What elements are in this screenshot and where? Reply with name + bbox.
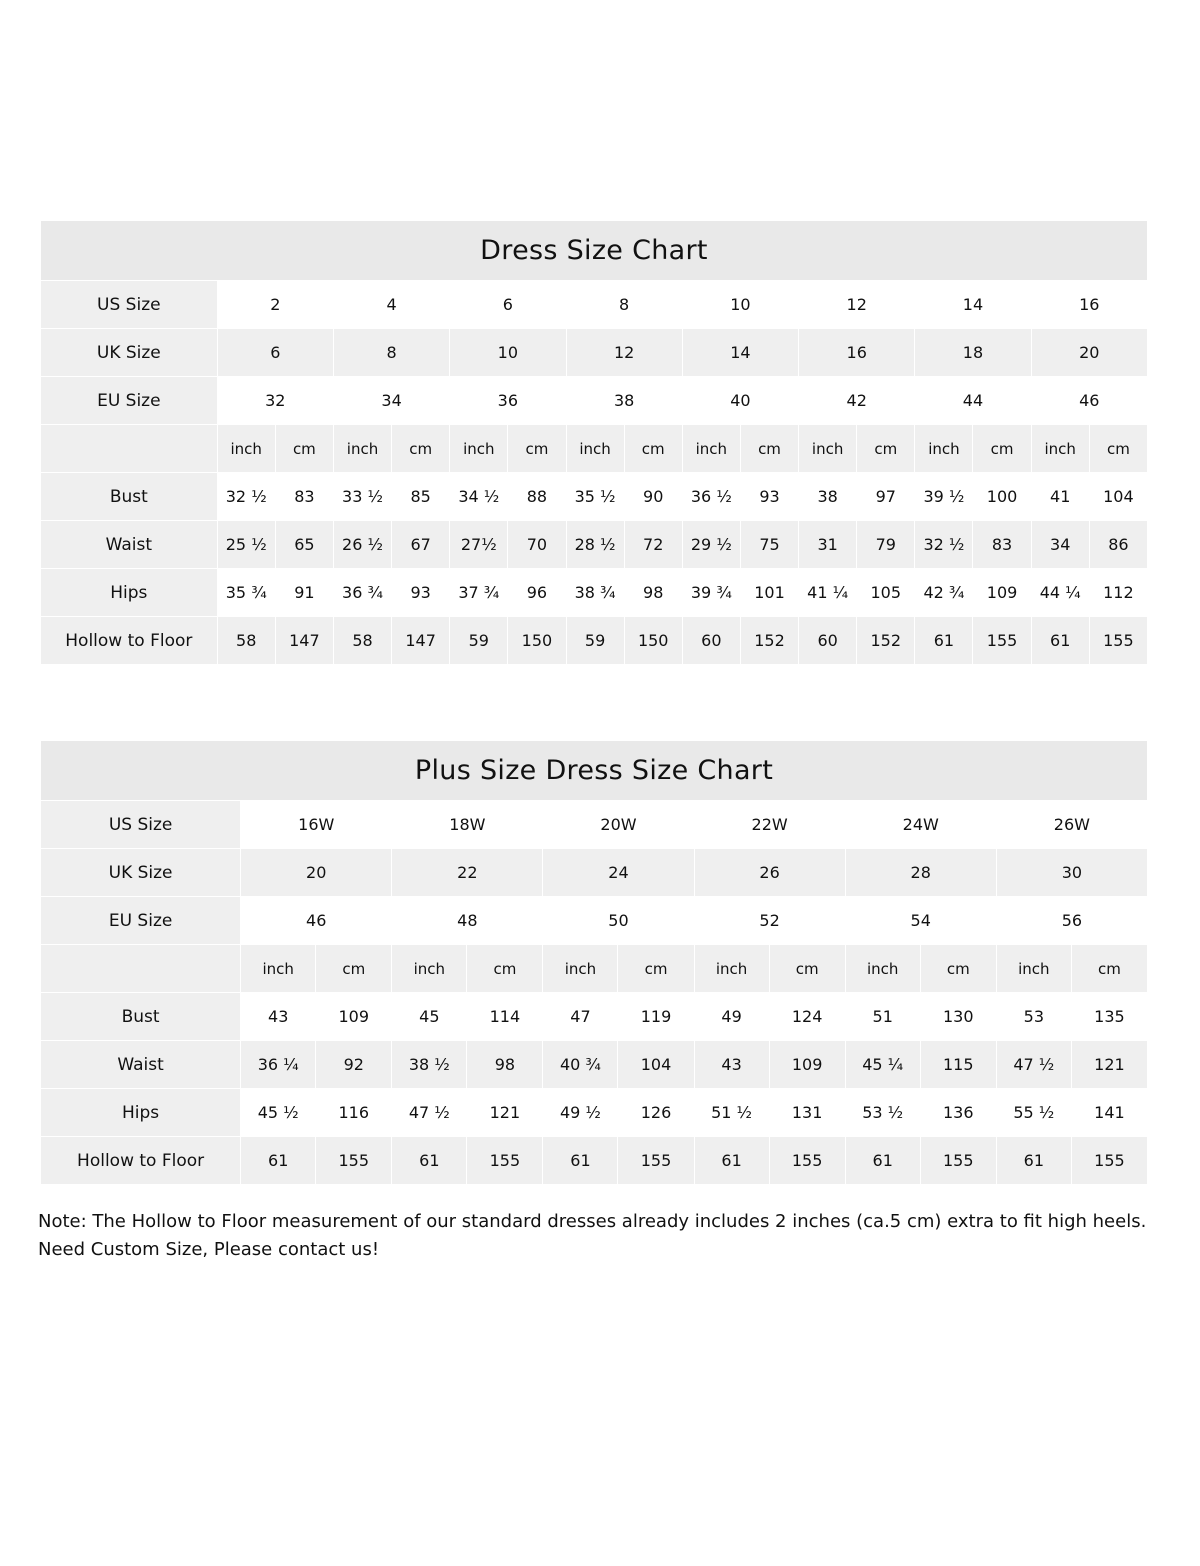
table-cell: 44: [915, 377, 1031, 425]
table-cell: 6: [217, 329, 333, 377]
table-cell: 40 ¾: [543, 1041, 618, 1089]
table-cell: 155: [920, 1137, 996, 1185]
row-label-uk-size: UK Size: [41, 329, 218, 377]
table-cell: 155: [467, 1137, 543, 1185]
table-cell: 83: [973, 521, 1031, 569]
table-cell: 83: [275, 473, 333, 521]
table-cell: 30: [996, 849, 1147, 897]
table-cell: 16: [1031, 281, 1147, 329]
unit-cm: cm: [857, 425, 915, 473]
row-label-hollow-to-floor: Hollow to Floor: [41, 617, 218, 665]
table-cell: 16W: [241, 801, 392, 849]
table-cell: 43: [694, 1041, 769, 1089]
table-cell: 141: [1071, 1089, 1147, 1137]
table-cell: 14: [682, 329, 798, 377]
table-cell: 59: [450, 617, 508, 665]
table-cell: 41: [1031, 473, 1089, 521]
table-cell: 155: [1089, 617, 1147, 665]
unit-cm: cm: [392, 425, 450, 473]
table-cell: 18W: [392, 801, 543, 849]
unit-inch: inch: [845, 945, 920, 993]
table-cell: 86: [1089, 521, 1147, 569]
table-cell: 61: [845, 1137, 920, 1185]
table-cell: 72: [624, 521, 682, 569]
table-cell: 59: [566, 617, 624, 665]
table-cell: 96: [508, 569, 566, 617]
plus-size-table: [40, 740, 1148, 1185]
table-cell: 79: [857, 521, 915, 569]
table-cell: 29 ½: [682, 521, 740, 569]
table-cell: 61: [392, 1137, 467, 1185]
table-row: [41, 521, 1148, 569]
table-row: [41, 1041, 1148, 1089]
table-cell: 46: [241, 897, 392, 945]
row-label-blank: [41, 945, 241, 993]
table-cell: 70: [508, 521, 566, 569]
table-cell: 101: [740, 569, 798, 617]
table-row-units: [41, 945, 1148, 993]
table-cell: 53: [996, 993, 1071, 1041]
table-cell: 105: [857, 569, 915, 617]
table-cell: 45 ½: [241, 1089, 316, 1137]
table-cell: 16: [799, 329, 915, 377]
table-cell: 38 ¾: [566, 569, 624, 617]
table-cell: 98: [624, 569, 682, 617]
unit-cm: cm: [467, 945, 543, 993]
unit-inch: inch: [996, 945, 1071, 993]
table-row: [41, 281, 1148, 329]
table-cell: 22W: [694, 801, 845, 849]
table-cell: 130: [920, 993, 996, 1041]
chart-title: Dress Size Chart: [41, 221, 1148, 281]
unit-inch: inch: [217, 425, 275, 473]
table-cell: 8: [333, 329, 449, 377]
table-cell: 2: [217, 281, 333, 329]
table-cell: 53 ½: [845, 1089, 920, 1137]
table-cell: 32 ½: [217, 473, 275, 521]
table-cell: 20: [1031, 329, 1147, 377]
table-cell: 35 ½: [566, 473, 624, 521]
table-cell: 60: [682, 617, 740, 665]
table-row: [41, 1137, 1148, 1185]
table-cell: 61: [996, 1137, 1071, 1185]
table-row: [41, 377, 1148, 425]
note-block: [38, 1208, 1148, 1264]
table-cell: 155: [316, 1137, 392, 1185]
table-row: [41, 473, 1148, 521]
table-cell: 34 ½: [450, 473, 508, 521]
unit-inch: inch: [566, 425, 624, 473]
table-cell: 10: [450, 329, 566, 377]
plus-size-dress-chart: [40, 740, 1148, 1185]
table-cell: 119: [618, 993, 694, 1041]
table-cell: 26: [694, 849, 845, 897]
row-label-uk-size: UK Size: [41, 849, 241, 897]
table-cell: 43: [241, 993, 316, 1041]
table-cell: 44 ¼: [1031, 569, 1089, 617]
table-cell: 58: [333, 617, 391, 665]
table-cell: 116: [316, 1089, 392, 1137]
table-cell: 37 ¾: [450, 569, 508, 617]
table-cell: 126: [618, 1089, 694, 1137]
table-cell: 88: [508, 473, 566, 521]
unit-cm: cm: [769, 945, 845, 993]
row-label-eu-size: EU Size: [41, 897, 241, 945]
table-cell: 85: [392, 473, 450, 521]
unit-cm: cm: [316, 945, 392, 993]
table-cell: 152: [857, 617, 915, 665]
unit-inch: inch: [1031, 425, 1089, 473]
table-cell: 10: [682, 281, 798, 329]
row-label-us-size: US Size: [41, 801, 241, 849]
table-cell: 58: [217, 617, 275, 665]
chart-title: Plus Size Dress Size Chart: [41, 741, 1148, 801]
table-cell: 12: [799, 281, 915, 329]
table-row: [41, 569, 1148, 617]
unit-inch: inch: [543, 945, 618, 993]
table-cell: 4: [333, 281, 449, 329]
table-cell: 27½: [450, 521, 508, 569]
dress-size-table: [40, 220, 1148, 665]
table-cell: 124: [769, 993, 845, 1041]
table-cell: 98: [467, 1041, 543, 1089]
table-cell: 109: [973, 569, 1031, 617]
table-cell: 46: [1031, 377, 1147, 425]
table-cell: 155: [973, 617, 1031, 665]
table-cell: 147: [392, 617, 450, 665]
table-cell: 135: [1071, 993, 1147, 1041]
table-cell: 155: [769, 1137, 845, 1185]
table-cell: 112: [1089, 569, 1147, 617]
table-cell: 40: [682, 377, 798, 425]
table-cell: 155: [1071, 1137, 1147, 1185]
table-cell: 36 ¼: [241, 1041, 316, 1089]
table-cell: 48: [392, 897, 543, 945]
table-cell: 22: [392, 849, 543, 897]
table-cell: 100: [973, 473, 1031, 521]
table-cell: 24: [543, 849, 694, 897]
row-label-waist: Waist: [41, 1041, 241, 1089]
table-cell: 26W: [996, 801, 1147, 849]
dress-size-chart: [40, 220, 1148, 665]
row-label-bust: Bust: [41, 993, 241, 1041]
table-cell: 150: [624, 617, 682, 665]
table-cell: 42 ¾: [915, 569, 973, 617]
table-cell: 51: [845, 993, 920, 1041]
row-label-bust: Bust: [41, 473, 218, 521]
table-cell: 75: [740, 521, 798, 569]
table-cell: 6: [450, 281, 566, 329]
table-cell: 20W: [543, 801, 694, 849]
table-cell: 36: [450, 377, 566, 425]
table-cell: 60: [799, 617, 857, 665]
table-cell: 52: [694, 897, 845, 945]
table-cell: 26 ½: [333, 521, 391, 569]
table-row-title: [41, 741, 1148, 801]
unit-inch: inch: [392, 945, 467, 993]
table-cell: 61: [543, 1137, 618, 1185]
table-row: [41, 993, 1148, 1041]
table-cell: 51 ½: [694, 1089, 769, 1137]
row-label-hips: Hips: [41, 569, 218, 617]
table-cell: 61: [241, 1137, 316, 1185]
table-cell: 49 ½: [543, 1089, 618, 1137]
table-cell: 38: [799, 473, 857, 521]
row-label-waist: Waist: [41, 521, 218, 569]
table-cell: 36 ½: [682, 473, 740, 521]
table-cell: 28: [845, 849, 996, 897]
table-cell: 155: [618, 1137, 694, 1185]
unit-inch: inch: [694, 945, 769, 993]
table-cell: 65: [275, 521, 333, 569]
table-row: [41, 801, 1148, 849]
table-cell: 18: [915, 329, 1031, 377]
table-cell: 42: [799, 377, 915, 425]
table-row: [41, 1089, 1148, 1137]
unit-inch: inch: [915, 425, 973, 473]
table-row-units: [41, 425, 1148, 473]
note-line-2: Need Custom Size, Please contact us!: [38, 1238, 380, 1260]
table-cell: 32: [217, 377, 333, 425]
table-cell: 49: [694, 993, 769, 1041]
table-cell: 147: [275, 617, 333, 665]
table-cell: 47 ½: [996, 1041, 1071, 1089]
table-cell: 54: [845, 897, 996, 945]
unit-cm: cm: [1071, 945, 1147, 993]
table-cell: 92: [316, 1041, 392, 1089]
unit-cm: cm: [624, 425, 682, 473]
table-cell: 93: [392, 569, 450, 617]
table-cell: 104: [618, 1041, 694, 1089]
table-cell: 61: [1031, 617, 1089, 665]
table-cell: 38 ½: [392, 1041, 467, 1089]
unit-cm: cm: [920, 945, 996, 993]
table-cell: 35 ¾: [217, 569, 275, 617]
table-cell: 55 ½: [996, 1089, 1071, 1137]
table-cell: 39 ¾: [682, 569, 740, 617]
table-cell: 109: [316, 993, 392, 1041]
table-cell: 90: [624, 473, 682, 521]
table-cell: 114: [467, 993, 543, 1041]
unit-inch: inch: [682, 425, 740, 473]
unit-cm: cm: [973, 425, 1031, 473]
unit-cm: cm: [618, 945, 694, 993]
table-cell: 93: [740, 473, 798, 521]
table-cell: 61: [694, 1137, 769, 1185]
table-cell: 33 ½: [333, 473, 391, 521]
table-cell: 34: [1031, 521, 1089, 569]
table-row: [41, 329, 1148, 377]
table-cell: 56: [996, 897, 1147, 945]
table-cell: 32 ½: [915, 521, 973, 569]
table-row: [41, 897, 1148, 945]
table-cell: 104: [1089, 473, 1147, 521]
table-cell: 45: [392, 993, 467, 1041]
note-line-1: Note: The Hollow to Floor measurement of our standard dresses already includes 2 inches (ca.5 cm) extra to fit high heels.: [38, 1211, 1147, 1232]
unit-inch: inch: [799, 425, 857, 473]
unit-inch: inch: [450, 425, 508, 473]
table-row: [41, 849, 1148, 897]
table-cell: 121: [1071, 1041, 1147, 1089]
table-cell: 14: [915, 281, 1031, 329]
table-cell: 38: [566, 377, 682, 425]
unit-cm: cm: [740, 425, 798, 473]
table-row-title: [41, 221, 1148, 281]
unit-inch: inch: [241, 945, 316, 993]
table-cell: 131: [769, 1089, 845, 1137]
row-label-hollow-to-floor: Hollow to Floor: [41, 1137, 241, 1185]
unit-inch: inch: [333, 425, 391, 473]
table-cell: 45 ¼: [845, 1041, 920, 1089]
table-cell: 152: [740, 617, 798, 665]
table-cell: 36 ¾: [333, 569, 391, 617]
unit-cm: cm: [508, 425, 566, 473]
table-cell: 12: [566, 329, 682, 377]
table-cell: 50: [543, 897, 694, 945]
table-cell: 47: [543, 993, 618, 1041]
row-label-blank: [41, 425, 218, 473]
table-cell: 91: [275, 569, 333, 617]
table-cell: 39 ½: [915, 473, 973, 521]
row-label-hips: Hips: [41, 1089, 241, 1137]
table-cell: 31: [799, 521, 857, 569]
table-cell: 97: [857, 473, 915, 521]
table-cell: 25 ½: [217, 521, 275, 569]
table-cell: 28 ½: [566, 521, 624, 569]
table-cell: 8: [566, 281, 682, 329]
row-label-us-size: US Size: [41, 281, 218, 329]
table-cell: 136: [920, 1089, 996, 1137]
table-cell: 115: [920, 1041, 996, 1089]
table-cell: 109: [769, 1041, 845, 1089]
table-cell: 34: [333, 377, 449, 425]
row-label-eu-size: EU Size: [41, 377, 218, 425]
unit-cm: cm: [275, 425, 333, 473]
table-cell: 121: [467, 1089, 543, 1137]
table-cell: 61: [915, 617, 973, 665]
table-row: [41, 617, 1148, 665]
table-cell: 24W: [845, 801, 996, 849]
table-cell: 150: [508, 617, 566, 665]
table-cell: 47 ½: [392, 1089, 467, 1137]
unit-cm: cm: [1089, 425, 1147, 473]
table-cell: 41 ¼: [799, 569, 857, 617]
table-cell: 67: [392, 521, 450, 569]
table-cell: 20: [241, 849, 392, 897]
